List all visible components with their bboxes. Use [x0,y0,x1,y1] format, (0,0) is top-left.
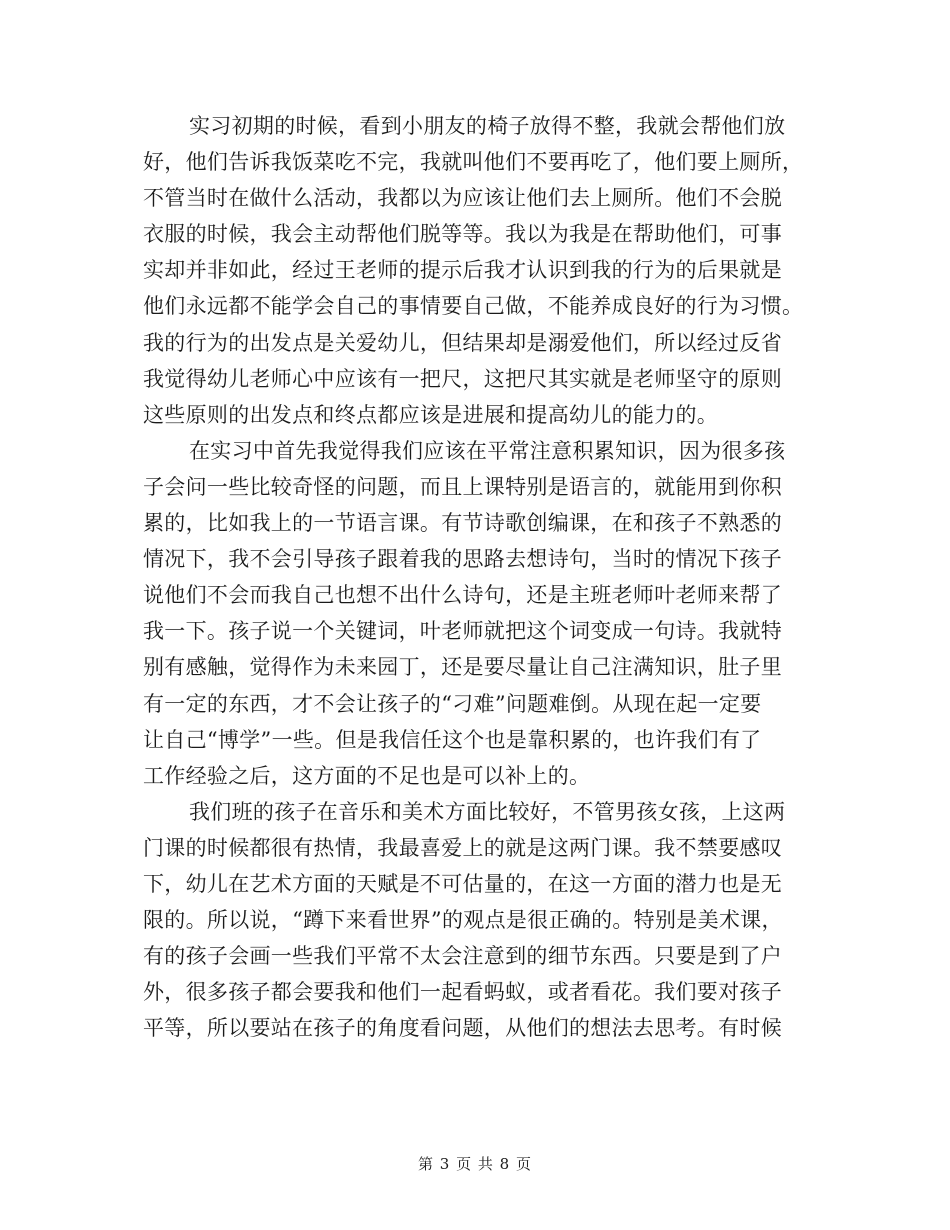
paragraph-3-line-3: 下，幼儿在艺术方面的天赋是不可估量的，在这一方面的潜力也是无 [143,871,782,896]
paragraph-2-line-9: 让自己“博学”一些。但是我信任这个也是靠积累的，也许我们有了 [143,727,762,752]
body-text [143,108,815,1046]
paragraph-1-line-4: 衣服的时候，我会主动帮他们脱等等。我以为我是在帮助他们，可事 [143,222,782,247]
paragraph-3-line-1: 我们班的孩子在音乐和美术方面比较好，不管男孩女孩，上这两 [189,799,786,824]
paragraph-3-line-5: 有的孩子会画一些我们平常不太会注意到的细节东西。只要是到了户 [143,944,782,969]
paragraph-1-line-9: 这些原则的出发点和终点都应该是进展和提高幼儿的能力的。 [143,402,719,427]
paragraph-2-line-2: 子会问一些比较奇怪的问题，而且上课特别是语言的，就能用到你积 [143,474,782,499]
paragraph-2-line-3: 累的，比如我上的一节语言课。有节诗歌创编课，在和孩子不熟悉的 [143,511,782,536]
paragraph-2-line-1: 在实习中首先我觉得我们应该在平常注意积累知识，因为很多孩 [189,438,786,463]
paragraph-1-line-8: 我觉得幼儿老师心中应该有一把尺，这把尺其实就是老师坚守的原则 [143,366,782,391]
paragraph-1-line-7: 我的行为的出发点是关爱幼儿，但结果却是溺爱他们，所以经过反省 [143,330,782,355]
paragraph-3-line-2: 门课的时候都很有热情，我最喜爱上的就是这两门课。我不禁要感叹 [143,835,782,860]
page-number-footer: 第 3 页 共 8 页 [418,1155,532,1173]
paragraph-2-line-4: 情况下，我不会引导孩子跟着我的思路去想诗句，当时的情况下孩子 [143,547,782,572]
paragraph-1-line-2: 好，他们告诉我饭菜吃不完，我就叫他们不要再吃了，他们要上厕所， [143,150,804,175]
paragraph-2-line-7: 别有感触，觉得作为未来园丁，还是要尽量让自己注满知识，肚子里 [143,655,782,680]
paragraph-2-line-8: 有一定的东西，才不会让孩子的“刁难”问题难倒。从现在起一定要 [143,691,762,716]
paragraph-1-line-6: 他们永远都不能学会自己的事情要自己做，不能养成良好的行为习惯。 [143,294,804,319]
paragraph-3-line-4: 限的。所以说，“蹲下来看世界”的观点是很正确的。特别是美术课， [143,908,783,933]
paragraph-1-line-3: 不管当时在做什么活动，我都以为应该让他们去上厕所。他们不会脱 [143,186,782,211]
paragraph-1-line-1: 实习初期的时候，看到小朋友的椅子放得不整，我就会帮他们放 [189,114,786,138]
paragraph-2-line-6: 我一下。孩子说一个关键词，叶老师就把这个词变成一句诗。我就特 [143,619,782,644]
paragraph-1-line-5: 实却并非如此，经过王老师的提示后我才认识到我的行为的后果就是 [143,258,782,283]
paragraph-3-line-7: 平等，所以要站在孩子的角度看问题，从他们的想法去思考。有时候 [143,1016,782,1041]
paragraph-3-line-6: 外，很多孩子都会要我和他们一起看蚂蚁，或者看花。我们要对孩子 [143,980,782,1005]
paragraph-2-line-10: 工作经验之后，这方面的不足也是可以补上的。 [143,763,591,788]
paragraph-2-line-5: 说他们不会而我自己也想不出什么诗句，还是主班老师叶老师来帮了 [143,583,782,608]
